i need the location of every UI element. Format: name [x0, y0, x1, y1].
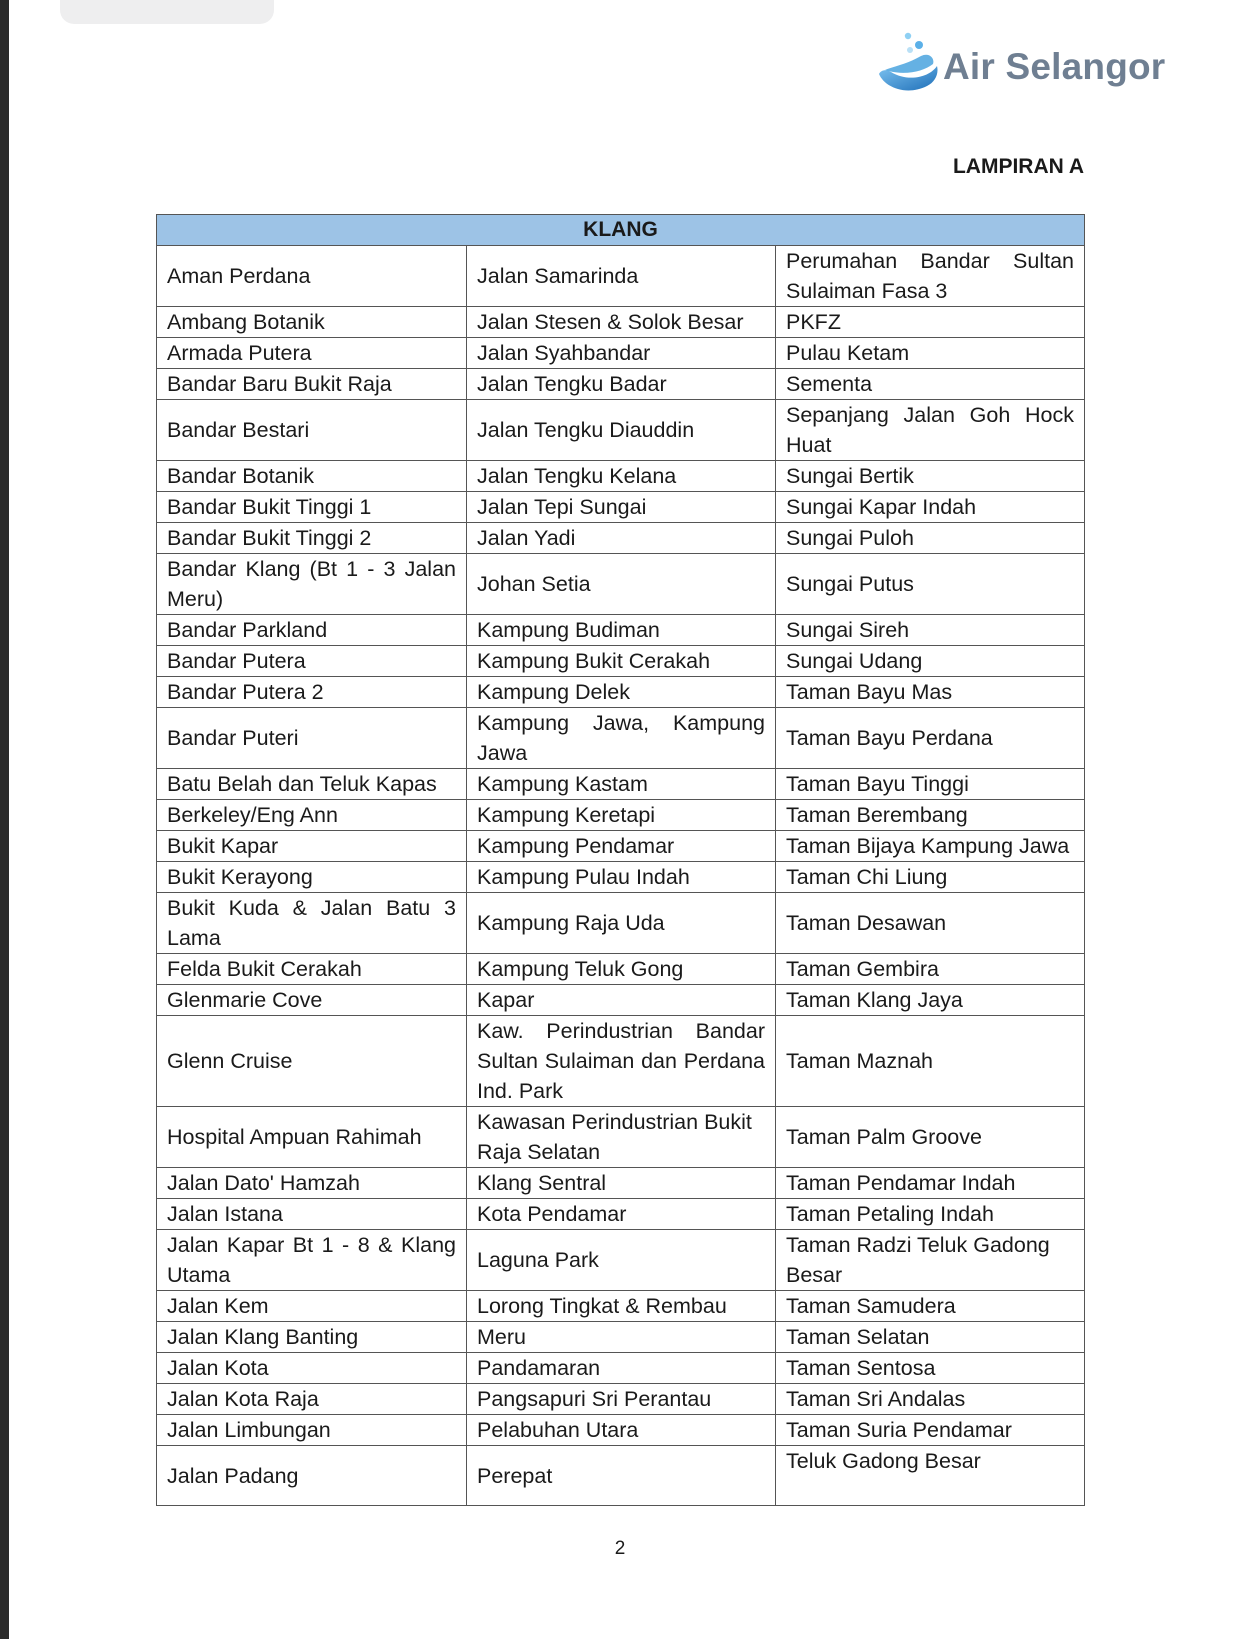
table-cell: Jalan Padang — [157, 1446, 467, 1506]
table-row — [157, 708, 1085, 769]
table-cell: Sungai Sireh — [776, 615, 1085, 646]
table-row — [157, 985, 1085, 1016]
table-cell: Taman Berembang — [776, 800, 1085, 831]
table-cell: Kampung Keretapi — [467, 800, 776, 831]
table-cell: Jalan Klang Banting — [157, 1322, 467, 1353]
table-cell: Pangsapuri Sri Perantau — [467, 1384, 776, 1415]
air-selangor-logo — [877, 30, 1177, 100]
table-title-row — [157, 215, 1085, 246]
table-cell: Kampung Teluk Gong — [467, 954, 776, 985]
table-cell: Hospital Ampuan Rahimah — [157, 1107, 467, 1168]
table-cell: Taman Suria Pendamar — [776, 1415, 1085, 1446]
table-cell: Perepat — [467, 1446, 776, 1506]
table-cell: Kawasan Perindustrian Bukit Raja Selatan — [467, 1107, 776, 1168]
left-edge-bar — [0, 0, 9, 1639]
table-cell: Taman Bayu Tinggi — [776, 769, 1085, 800]
table-cell: Taman Sri Andalas — [776, 1384, 1085, 1415]
table-row — [157, 1446, 1085, 1506]
table-cell: Sungai Putus — [776, 554, 1085, 615]
table-row — [157, 338, 1085, 369]
table-cell: Taman Samudera — [776, 1291, 1085, 1322]
table-cell: Jalan Tengku Kelana — [467, 461, 776, 492]
table-cell: Kampung Raja Uda — [467, 893, 776, 954]
table-cell: Pandamaran — [467, 1353, 776, 1384]
table-cell: Bandar Bukit Tinggi 2 — [157, 523, 467, 554]
table-cell: Taman Chi Liung — [776, 862, 1085, 893]
table-cell: Taman Gembira — [776, 954, 1085, 985]
table-cell: Kapar — [467, 985, 776, 1016]
table-cell: Taman Radzi Teluk Gadong Besar — [776, 1230, 1085, 1291]
table-cell: Taman Klang Jaya — [776, 985, 1085, 1016]
table-row — [157, 800, 1085, 831]
table-cell: Bukit Kapar — [157, 831, 467, 862]
table-cell: Sementa — [776, 369, 1085, 400]
table-cell: Bandar Puteri — [157, 708, 467, 769]
table-cell: Bandar Putera — [157, 646, 467, 677]
table-row — [157, 615, 1085, 646]
water-drop-logo-icon — [877, 30, 941, 100]
table-row — [157, 769, 1085, 800]
table-cell: Pelabuhan Utara — [467, 1415, 776, 1446]
table-row — [157, 369, 1085, 400]
table-cell: Bandar Putera 2 — [157, 677, 467, 708]
table-cell: Bukit Kuda & Jalan Batu 3 Lama — [157, 893, 467, 954]
table-row — [157, 492, 1085, 523]
table-cell: Bandar Bestari — [157, 400, 467, 461]
table-cell: Ambang Botanik — [157, 307, 467, 338]
table-cell: Taman Petaling Indah — [776, 1199, 1085, 1230]
table-cell: Kampung Bukit Cerakah — [467, 646, 776, 677]
table-row — [157, 646, 1085, 677]
table-cell: Taman Maznah — [776, 1016, 1085, 1107]
table-cell: Kampung Delek — [467, 677, 776, 708]
table-cell: Laguna Park — [467, 1230, 776, 1291]
table-row — [157, 1107, 1085, 1168]
logo-wordmark: Air Selangor — [943, 46, 1166, 87]
table-cell: Jalan Stesen & Solok Besar — [467, 307, 776, 338]
table-row — [157, 831, 1085, 862]
table-cell: Jalan Dato' Hamzah — [157, 1168, 467, 1199]
table-cell: Sungai Udang — [776, 646, 1085, 677]
table-cell: Jalan Kota Raja — [157, 1384, 467, 1415]
table-cell: Jalan Syahbandar — [467, 338, 776, 369]
table-cell: Jalan Tepi Sungai — [467, 492, 776, 523]
klang-areas-table — [156, 214, 1085, 1506]
table-cell: Jalan Limbungan — [157, 1415, 467, 1446]
table-cell: Lorong Tingkat & Rembau — [467, 1291, 776, 1322]
table-cell: Glenn Cruise — [157, 1016, 467, 1107]
table-cell: Sungai Kapar Indah — [776, 492, 1085, 523]
table-cell: Bandar Botanik — [157, 461, 467, 492]
table-row — [157, 246, 1085, 307]
table-cell: Kampung Budiman — [467, 615, 776, 646]
table-cell: Taman Bijaya Kampung Jawa — [776, 831, 1085, 862]
table-cell: Batu Belah dan Teluk Kapas — [157, 769, 467, 800]
table-cell: Sungai Bertik — [776, 461, 1085, 492]
table-cell: Armada Putera — [157, 338, 467, 369]
table-cell: Bandar Baru Bukit Raja — [157, 369, 467, 400]
table-cell: Taman Sentosa — [776, 1353, 1085, 1384]
table-cell: Bandar Klang (Bt 1 - 3 Jalan Meru) — [157, 554, 467, 615]
table-cell: Jalan Kem — [157, 1291, 467, 1322]
table-cell: Kaw. Perindustrian Bandar Sultan Sulaiman dan Perdana Ind. Park — [467, 1016, 776, 1107]
table-row — [157, 1168, 1085, 1199]
table-cell: Kampung Kastam — [467, 769, 776, 800]
table-cell: Jalan Yadi — [467, 523, 776, 554]
table-row — [157, 954, 1085, 985]
table-cell: Taman Bayu Perdana — [776, 708, 1085, 769]
table-cell: Bandar Parkland — [157, 615, 467, 646]
table-cell: Sungai Puloh — [776, 523, 1085, 554]
table-row — [157, 862, 1085, 893]
table-row — [157, 400, 1085, 461]
table-row — [157, 1322, 1085, 1353]
table-cell: Perumahan Bandar Sultan Sulaiman Fasa 3 — [776, 246, 1085, 307]
table-cell: Taman Pendamar Indah — [776, 1168, 1085, 1199]
table-cell: Taman Selatan — [776, 1322, 1085, 1353]
annex-label: LAMPIRAN A — [952, 155, 1084, 178]
table-row — [157, 461, 1085, 492]
table-row — [157, 554, 1085, 615]
table-cell: Teluk Gadong Besar — [776, 1446, 1085, 1506]
table-cell: Jalan Tengku Badar — [467, 369, 776, 400]
table-cell: Klang Sentral — [467, 1168, 776, 1199]
table-cell: Berkeley/Eng Ann — [157, 800, 467, 831]
table-row — [157, 1415, 1085, 1446]
table-cell: Taman Bayu Mas — [776, 677, 1085, 708]
table-row — [157, 307, 1085, 338]
top-tab-shape — [60, 0, 274, 24]
table-row — [157, 893, 1085, 954]
table-cell: Taman Palm Groove — [776, 1107, 1085, 1168]
table-cell: Bandar Bukit Tinggi 1 — [157, 492, 467, 523]
table-cell: Glenmarie Cove — [157, 985, 467, 1016]
table-cell: Jalan Istana — [157, 1199, 467, 1230]
table-cell: Johan Setia — [467, 554, 776, 615]
table-row — [157, 1199, 1085, 1230]
table-row — [157, 1291, 1085, 1322]
table-row — [157, 1353, 1085, 1384]
table-cell: Kota Pendamar — [467, 1199, 776, 1230]
table-cell: Aman Perdana — [157, 246, 467, 307]
table-row — [157, 523, 1085, 554]
table-cell: Jalan Samarinda — [467, 246, 776, 307]
table-title: KLANG — [157, 215, 1085, 246]
table-cell: Sepanjang Jalan Goh Hock Huat — [776, 400, 1085, 461]
table-cell: Felda Bukit Cerakah — [157, 954, 467, 985]
table-row — [157, 677, 1085, 708]
table-cell: Kampung Jawa, Kampung Jawa — [467, 708, 776, 769]
table-cell: Kampung Pulau Indah — [467, 862, 776, 893]
table-row — [157, 1016, 1085, 1107]
table-cell: Jalan Tengku Diauddin — [467, 400, 776, 461]
table-cell: Jalan Kapar Bt 1 - 8 & Klang Utama — [157, 1230, 467, 1291]
table-cell: Taman Desawan — [776, 893, 1085, 954]
table-row — [157, 1230, 1085, 1291]
table-row — [157, 1384, 1085, 1415]
table-cell: Pulau Ketam — [776, 338, 1085, 369]
table-cell: Kampung Pendamar — [467, 831, 776, 862]
table-cell: Bukit Kerayong — [157, 862, 467, 893]
table-cell: PKFZ — [776, 307, 1085, 338]
table-cell: Meru — [467, 1322, 776, 1353]
page-number: 2 — [614, 1538, 626, 1559]
table-cell: Jalan Kota — [157, 1353, 467, 1384]
